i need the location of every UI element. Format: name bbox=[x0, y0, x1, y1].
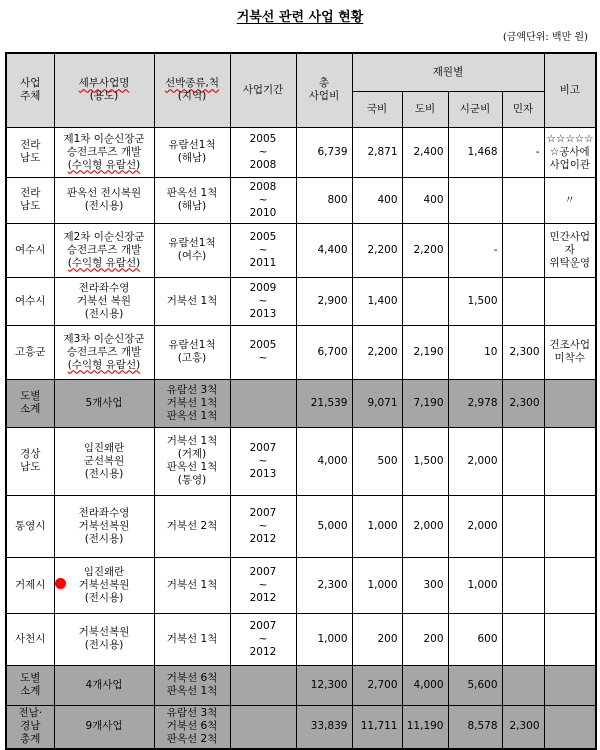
total-cell: 21,539 bbox=[296, 379, 352, 427]
subject-cell: 전라 남도 bbox=[6, 177, 54, 223]
note-cell bbox=[544, 277, 596, 325]
ship-cell: 유람선 3척 거북선 1척 판옥선 1척 bbox=[154, 379, 230, 427]
private-cell bbox=[502, 613, 544, 665]
total-cell: 5,000 bbox=[296, 495, 352, 557]
unit-label: (금액단위: 백만 원) bbox=[502, 32, 588, 43]
province-cell: 2,190 bbox=[402, 325, 448, 379]
table-row bbox=[6, 613, 596, 665]
province-cell: 1,500 bbox=[402, 427, 448, 495]
province-cell: 2,000 bbox=[402, 495, 448, 557]
project-cell: 9개사업 bbox=[54, 705, 154, 749]
note-cell bbox=[544, 379, 596, 427]
period-cell: 2007 ~ 2012 bbox=[230, 495, 296, 557]
city-cell: - bbox=[448, 223, 502, 277]
note-cell bbox=[544, 613, 596, 665]
total-cell: 4,400 bbox=[296, 223, 352, 277]
period-cell: 2007 ~ 2012 bbox=[230, 613, 296, 665]
grand-total-row bbox=[6, 705, 596, 749]
ship-cell: 거북선 2척 bbox=[154, 495, 230, 557]
period-cell: 2008 ~ 2010 bbox=[230, 177, 296, 223]
project-cell: 제2차 이순신장군 승전크루즈 개발 (수익형 유람선) bbox=[54, 223, 154, 277]
header-city: 시군비 bbox=[448, 91, 502, 127]
city-cell: 8,578 bbox=[448, 705, 502, 749]
header-period: 사업기간 bbox=[230, 53, 296, 127]
project-cell: 5개사업 bbox=[54, 379, 154, 427]
table-row bbox=[6, 277, 596, 325]
total-cell: 2,300 bbox=[296, 557, 352, 613]
note-cell bbox=[544, 495, 596, 557]
red-dot-marker bbox=[55, 578, 66, 589]
note-cell bbox=[544, 557, 596, 613]
subject-cell: 경상 남도 bbox=[6, 427, 54, 495]
subject-cell: 사천시 bbox=[6, 613, 54, 665]
city-cell: 2,000 bbox=[448, 495, 502, 557]
private-cell bbox=[502, 665, 544, 705]
ship-cell: 거북선 1척 bbox=[154, 557, 230, 613]
note-cell: 〃 bbox=[544, 177, 596, 223]
header-ship: 선박종류,척 (지역) bbox=[154, 53, 230, 127]
city-cell: 600 bbox=[448, 613, 502, 665]
private-cell bbox=[502, 495, 544, 557]
private-cell: 2,300 bbox=[502, 705, 544, 749]
subject-cell: 통영시 bbox=[6, 495, 54, 557]
subject-cell: 전남· 경남 총계 bbox=[6, 705, 54, 749]
national-cell: 200 bbox=[352, 613, 402, 665]
header-private: 민자 bbox=[502, 91, 544, 127]
table-row bbox=[6, 325, 596, 379]
project-table bbox=[5, 52, 597, 750]
private-cell: 2,300 bbox=[502, 379, 544, 427]
national-cell: 9,071 bbox=[352, 379, 402, 427]
total-cell: 4,000 bbox=[296, 427, 352, 495]
total-cell: 800 bbox=[296, 177, 352, 223]
total-cell: 6,739 bbox=[296, 127, 352, 177]
city-cell: 2,978 bbox=[448, 379, 502, 427]
header-province: 도비 bbox=[402, 91, 448, 127]
header-total: 총 사업비 bbox=[296, 53, 352, 127]
national-cell: 2,200 bbox=[352, 325, 402, 379]
project-cell: 판옥선 전시복원 (전시용) bbox=[54, 177, 154, 223]
total-cell: 2,900 bbox=[296, 277, 352, 325]
total-cell: 6,700 bbox=[296, 325, 352, 379]
project-cell: 임진왜란 거북선복원 (전시용) bbox=[54, 557, 154, 613]
province-cell: 11,190 bbox=[402, 705, 448, 749]
city-cell: 1,468 bbox=[448, 127, 502, 177]
project-cell: 제1차 이순신장군 승전크루즈 개발 (수익형 유람선) bbox=[54, 127, 154, 177]
note-cell bbox=[544, 665, 596, 705]
province-cell: 2,200 bbox=[402, 223, 448, 277]
national-cell: 400 bbox=[352, 177, 402, 223]
subject-cell: 여수시 bbox=[6, 277, 54, 325]
period-cell: 2007 ~ 2013 bbox=[230, 427, 296, 495]
subject-cell: 여수시 bbox=[6, 223, 54, 277]
city-cell: 10 bbox=[448, 325, 502, 379]
header-note: 비고 bbox=[544, 53, 596, 127]
table-row bbox=[6, 495, 596, 557]
subject-cell: 고흥군 bbox=[6, 325, 54, 379]
project-cell: 제3차 이순신장군 승전크루즈 개발 (수익형 유람선) bbox=[54, 325, 154, 379]
private-cell: 2,300 bbox=[502, 325, 544, 379]
period-cell: 2007 ~ 2012 bbox=[230, 557, 296, 613]
header-subject: 사업 주체 bbox=[6, 53, 54, 127]
province-cell bbox=[402, 277, 448, 325]
table-row bbox=[6, 557, 596, 613]
note-cell: ☆☆☆☆☆ ☆공사에 사업이관 bbox=[544, 127, 596, 177]
table-row bbox=[6, 127, 596, 177]
province-cell: 200 bbox=[402, 613, 448, 665]
ship-cell: 유람선1척 (해남) bbox=[154, 127, 230, 177]
city-cell: 1,500 bbox=[448, 277, 502, 325]
project-cell: 임진왜란 군선복원 (전시용) bbox=[54, 427, 154, 495]
city-cell bbox=[448, 177, 502, 223]
header-national: 국비 bbox=[352, 91, 402, 127]
province-cell: 7,190 bbox=[402, 379, 448, 427]
subtotal-row bbox=[6, 379, 596, 427]
province-cell: 4,000 bbox=[402, 665, 448, 705]
subtotal-row bbox=[6, 665, 596, 705]
period-cell bbox=[230, 665, 296, 705]
period-cell bbox=[230, 705, 296, 749]
ship-cell: 거북선 1척 (거제) 판옥선 1척 (통영) bbox=[154, 427, 230, 495]
national-cell: 2,200 bbox=[352, 223, 402, 277]
national-cell: 11,711 bbox=[352, 705, 402, 749]
period-cell: 2009 ~ 2013 bbox=[230, 277, 296, 325]
note-cell: 건조사업 미착수 bbox=[544, 325, 596, 379]
province-cell: 2,400 bbox=[402, 127, 448, 177]
period-cell: 2005 ~ 2008 bbox=[230, 127, 296, 177]
total-cell: 33,839 bbox=[296, 705, 352, 749]
private-cell: - bbox=[502, 127, 544, 177]
subject-cell: 도별 소계 bbox=[6, 665, 54, 705]
private-cell bbox=[502, 223, 544, 277]
city-cell: 5,600 bbox=[448, 665, 502, 705]
subject-cell: 전라 남도 bbox=[6, 127, 54, 177]
ship-cell: 유람선1척 (여수) bbox=[154, 223, 230, 277]
note-cell bbox=[544, 705, 596, 749]
note-cell: 민간사업자 위탁운영 bbox=[544, 223, 596, 277]
private-cell bbox=[502, 277, 544, 325]
page-title: 거북선 관련 사업 현황 bbox=[236, 10, 364, 25]
header-funding: 재원별 bbox=[352, 53, 544, 91]
period-cell: 2005 ~ 2011 bbox=[230, 223, 296, 277]
total-cell: 12,300 bbox=[296, 665, 352, 705]
ship-cell: 유람선1척 (고흥) bbox=[154, 325, 230, 379]
ship-cell: 판옥선 1척 (해남) bbox=[154, 177, 230, 223]
project-cell: 4개사업 bbox=[54, 665, 154, 705]
ship-cell: 거북선 6척 판옥선 1척 bbox=[154, 665, 230, 705]
province-cell: 400 bbox=[402, 177, 448, 223]
table-row bbox=[6, 223, 596, 277]
period-cell bbox=[230, 379, 296, 427]
national-cell: 2,700 bbox=[352, 665, 402, 705]
project-cell: 전라좌수영 거북선복원 (전시용) bbox=[54, 495, 154, 557]
project-cell: 거북선복원 (전시용) bbox=[54, 613, 154, 665]
city-cell: 1,000 bbox=[448, 557, 502, 613]
project-cell: 전라좌수영 거북선 복원 (전시용) bbox=[54, 277, 154, 325]
national-cell: 500 bbox=[352, 427, 402, 495]
subject-cell: 거제시 bbox=[6, 557, 54, 613]
private-cell bbox=[502, 557, 544, 613]
private-cell bbox=[502, 427, 544, 495]
subject-cell: 도별 소계 bbox=[6, 379, 54, 427]
table-row bbox=[6, 177, 596, 223]
ship-cell: 유람선 3척 거북선 6척 판옥선 2척 bbox=[154, 705, 230, 749]
ship-cell: 거북선 1척 bbox=[154, 277, 230, 325]
national-cell: 2,871 bbox=[352, 127, 402, 177]
province-cell: 300 bbox=[402, 557, 448, 613]
period-cell: 2005 ~ bbox=[230, 325, 296, 379]
header-project: 세부사업명 (용도) bbox=[54, 53, 154, 127]
national-cell: 1,400 bbox=[352, 277, 402, 325]
note-cell bbox=[544, 427, 596, 495]
national-cell: 1,000 bbox=[352, 557, 402, 613]
total-cell: 1,000 bbox=[296, 613, 352, 665]
table-row bbox=[6, 427, 596, 495]
national-cell: 1,000 bbox=[352, 495, 402, 557]
private-cell bbox=[502, 177, 544, 223]
city-cell: 2,000 bbox=[448, 427, 502, 495]
ship-cell: 거북선 1척 bbox=[154, 613, 230, 665]
